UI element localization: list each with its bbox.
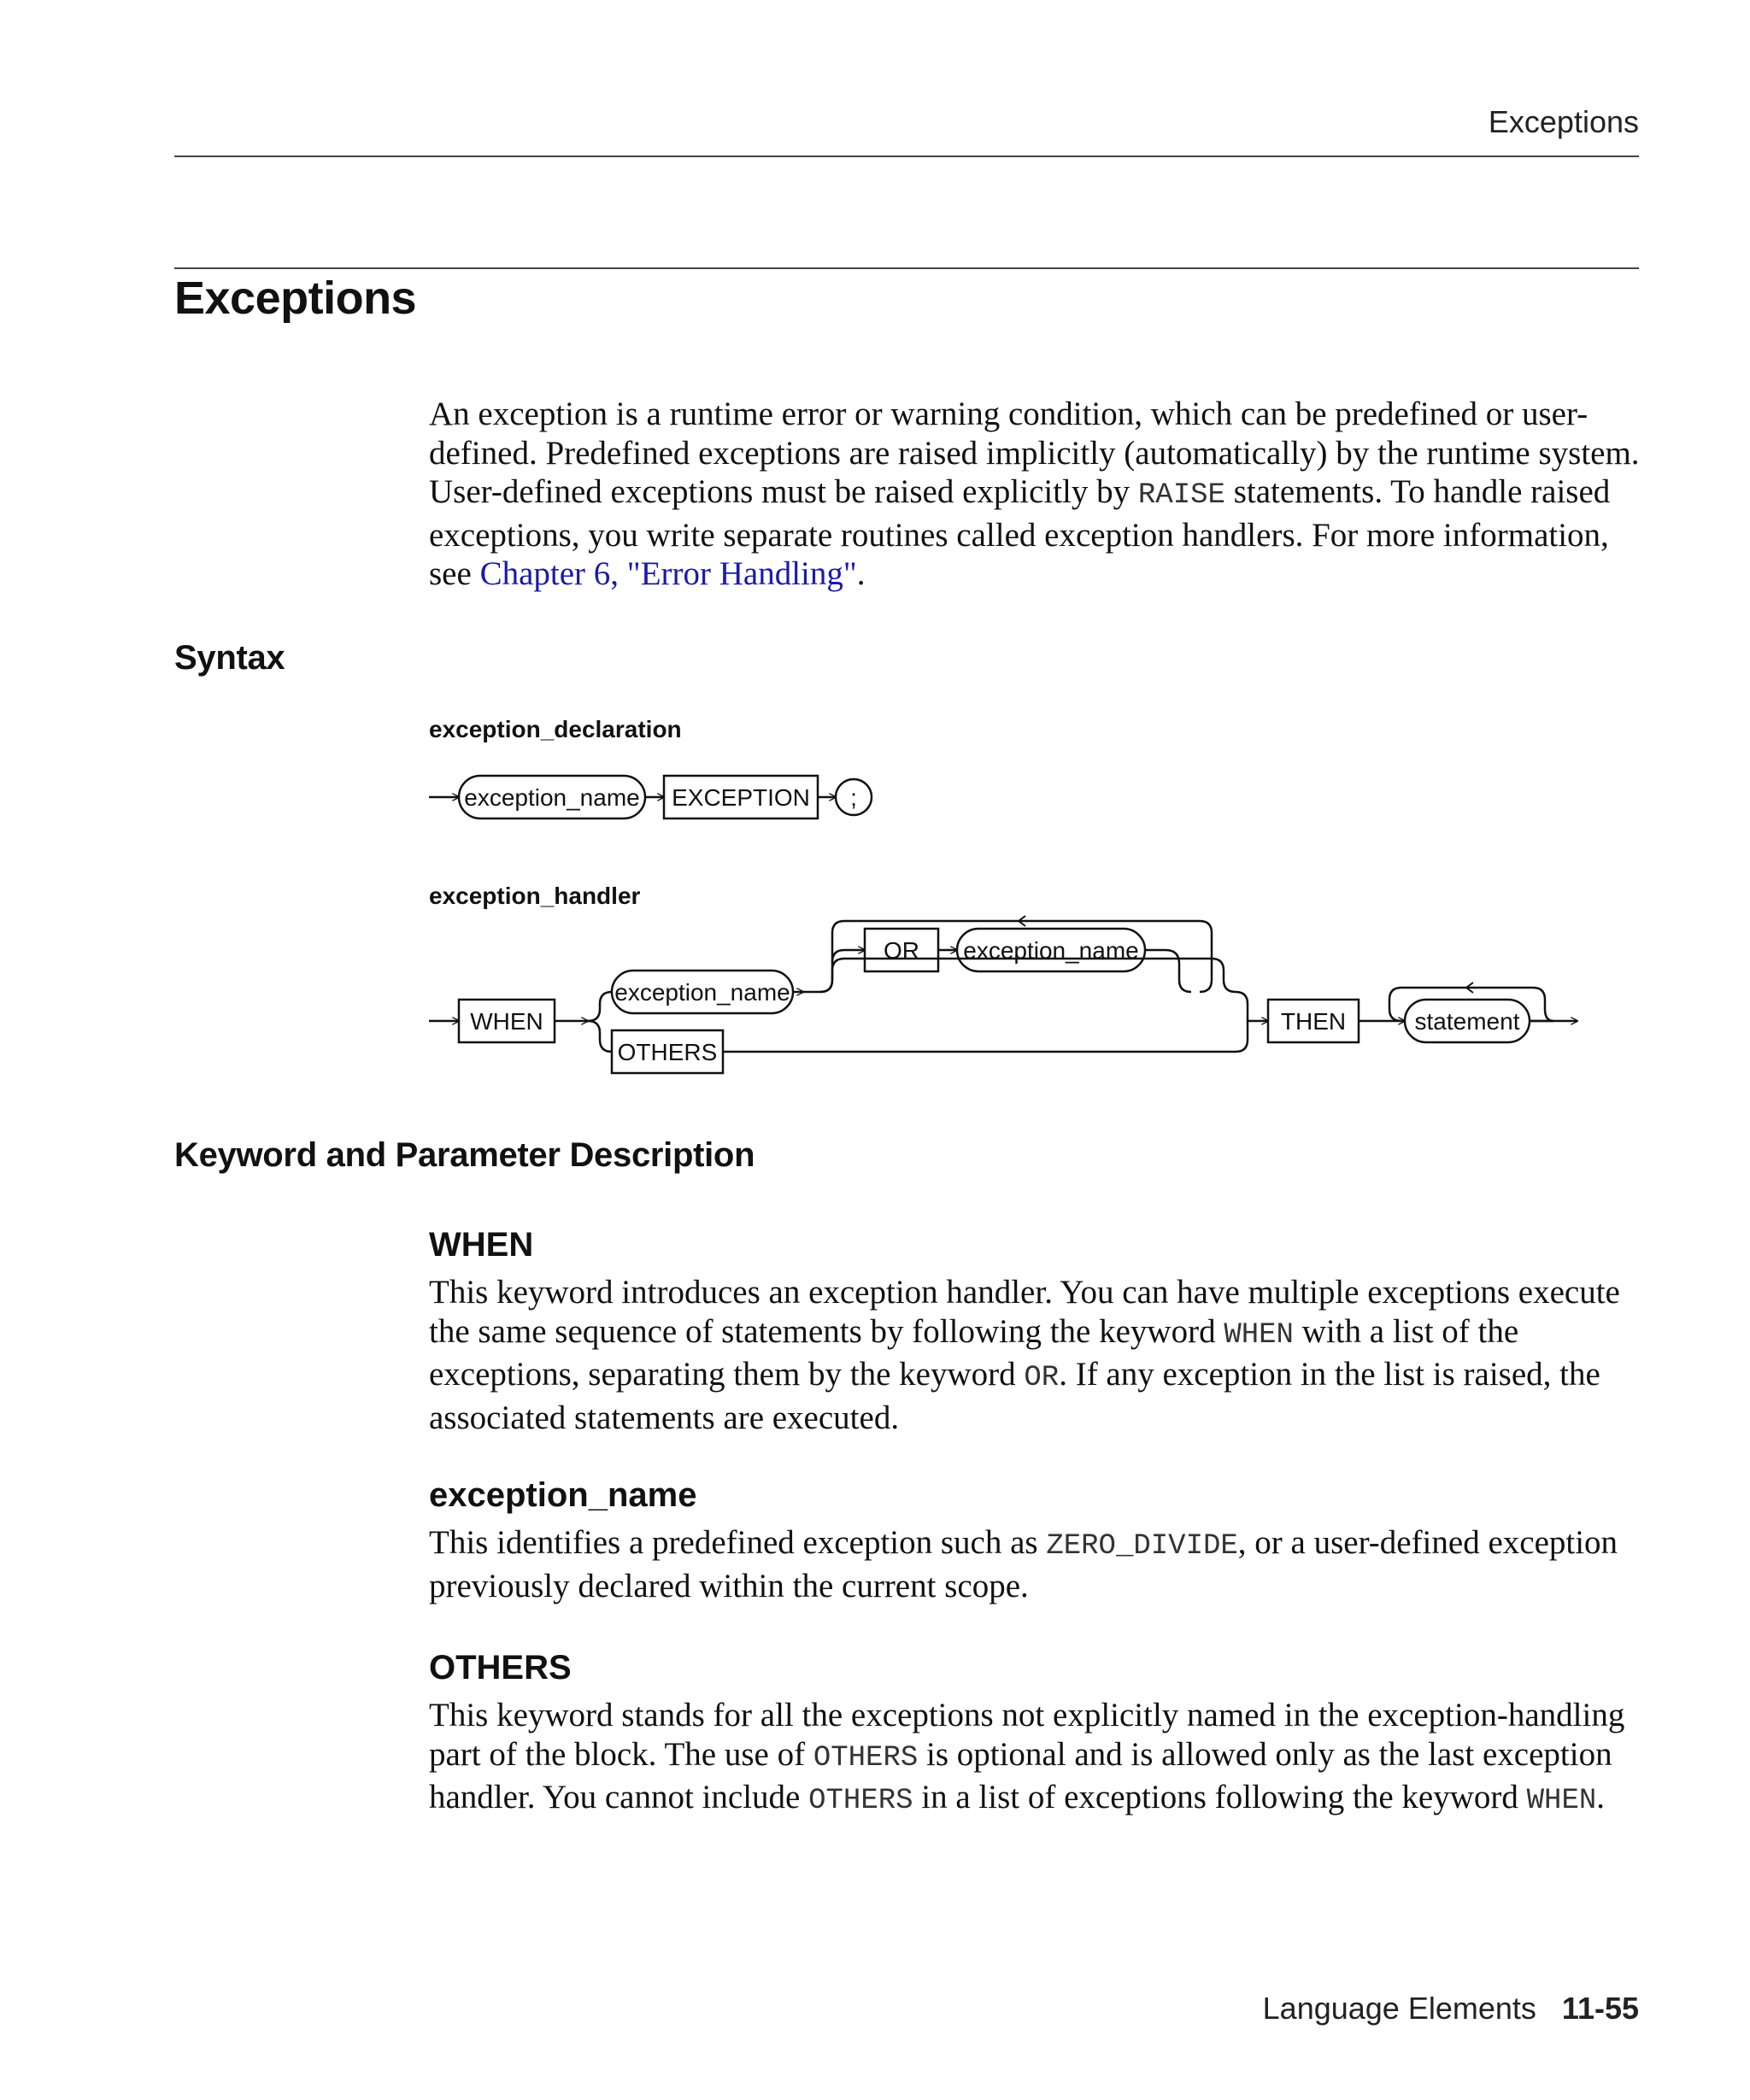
handler-label-when: WHEN — [470, 1008, 543, 1035]
code-others-1: OTHERS — [813, 1741, 919, 1774]
handler-label-or-exception-name: exception_name — [963, 937, 1139, 964]
exname-text-1: This identifies a predefined exception such as — [429, 1524, 1047, 1561]
intro-text-3: . — [856, 555, 866, 592]
code-others-2: OTHERS — [808, 1785, 913, 1817]
decl-label-semicolon: ; — [850, 784, 857, 811]
handler-label-statement: statement — [1414, 1008, 1520, 1035]
when-text-3: . If any exception in the list is raised, the associated statements are executed. — [429, 1356, 1600, 1436]
when-description — [429, 1273, 1642, 1437]
exname-text-2: , or a user-defined exception previously declared within the current scope. — [429, 1524, 1618, 1604]
page-title: Exceptions — [174, 273, 417, 324]
handler-label-exception-name: exception_name — [614, 979, 790, 1006]
when-text-1: This keyword introduces an exception handler. You can have multiple exceptions execute the same sequence of statements by following the keyword — [429, 1274, 1620, 1350]
exception-name-description — [429, 1523, 1642, 1605]
when-text-2: with a list of the exceptions, separating them by the keyword — [429, 1312, 1519, 1393]
handler-label-then: THEN — [1280, 1008, 1347, 1035]
decl-label-exception-name: exception_name — [464, 784, 640, 811]
decl-label-exception: EXCEPTION — [672, 784, 810, 811]
others-description — [429, 1696, 1642, 1821]
page-number: 11-55 — [1561, 1991, 1639, 2026]
intro-text-2: statements. To handle raised exceptions, you write separate routines called exception handlers. For more information, see — [429, 473, 1611, 592]
others-text-2: is optional and is allowed only as the last exception handler. You cannot include — [429, 1735, 1612, 1816]
intro-text-1: An exception is a runtime error or warning condition, which can be predefined or user-defined. Predefined exceptions are raised implicitly (automatically) by the runtime system. User-defined exceptions must be raised explicitly by — [429, 396, 1640, 510]
code-or: OR — [1024, 1362, 1060, 1394]
term-when: WHEN — [429, 1226, 534, 1264]
error-handling-link[interactable]: Chapter 6, "Error Handling" — [479, 555, 857, 592]
code-raise: RAISE — [1137, 479, 1225, 512]
others-text-1: This keyword stands for all the exceptions not explicitly named in the exception-handling part of the block. The use of — [429, 1697, 1625, 1773]
page-footer — [1263, 1991, 1639, 2027]
code-when: WHEN — [1224, 1318, 1294, 1352]
footer-section: Language Elements — [1262, 1991, 1536, 2026]
others-text-3: in a list of exceptions following the keyword — [913, 1779, 1527, 1816]
code-when-2: WHEN — [1526, 1785, 1597, 1817]
term-exception-name: exception_name — [429, 1476, 697, 1514]
term-others: OTHERS — [429, 1649, 572, 1686]
handler-label-others: OTHERS — [617, 1039, 718, 1065]
running-header: Exceptions — [1488, 104, 1639, 139]
others-text-4: . — [1596, 1779, 1606, 1816]
declaration-diagram-label: exception_declaration — [429, 716, 682, 742]
code-zero-divide: ZERO_DIVIDE — [1046, 1530, 1238, 1563]
handler-diagram-label: exception_handler — [429, 883, 641, 909]
keyword-description-heading: Keyword and Parameter Description — [174, 1136, 755, 1174]
handler-label-or: OR — [884, 937, 919, 964]
syntax-heading: Syntax — [174, 639, 285, 677]
